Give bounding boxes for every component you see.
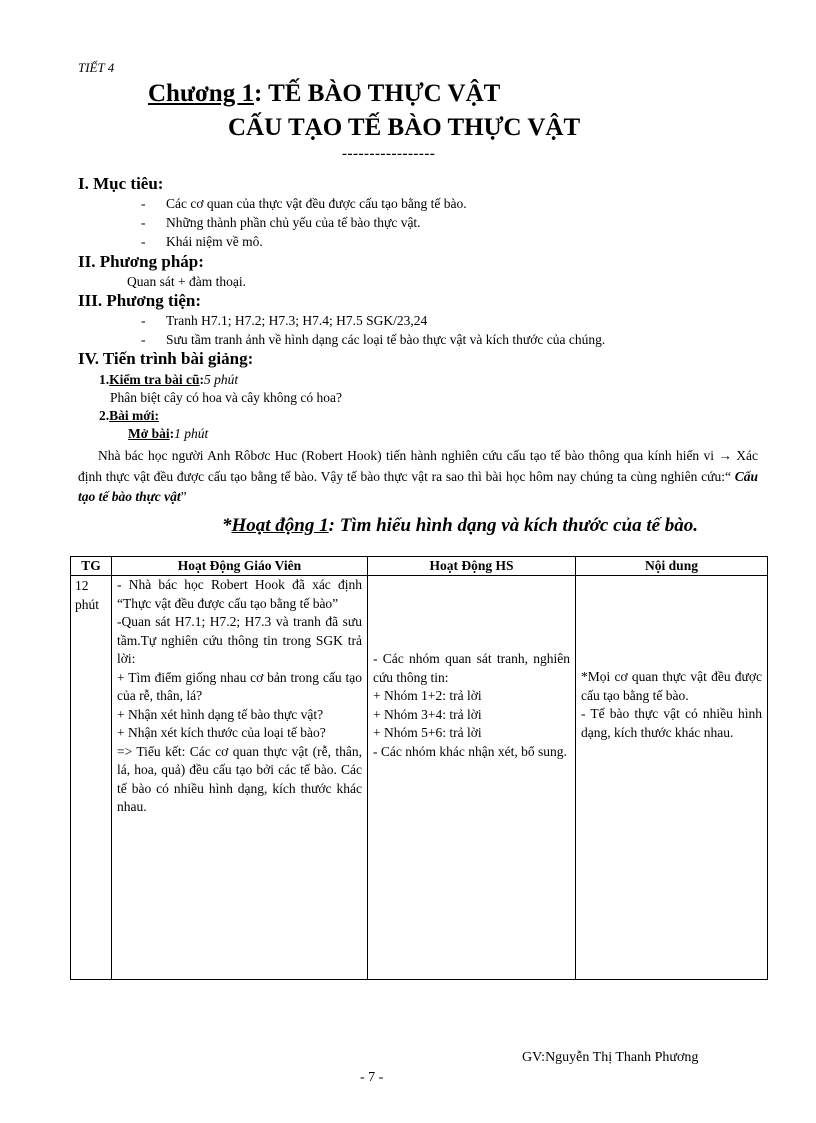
student-step: - Các nhóm quan sát tranh, nghiên cứu thông tin: (373, 651, 570, 685)
bullet-dash: - (141, 332, 146, 347)
activity-topic: : Tìm hiểu hình dạng và kích thước của tế bào. (328, 515, 699, 536)
heading-method: II. Phương pháp: (78, 252, 204, 271)
objective-item: Các cơ quan của thực vật đều được cấu tạo bằng tế bào. (166, 196, 467, 211)
activity-title (222, 515, 698, 537)
time-unit: phút (75, 596, 100, 612)
chapter-title (148, 80, 500, 108)
teacher-signature: GV:Nguyễn Thị Thanh Phương (522, 1050, 699, 1065)
heading-materials: III. Phương tiện: (78, 291, 202, 310)
cell-content (576, 576, 768, 980)
header-content: Nội dung (576, 557, 768, 576)
teacher-step: + Tìm điểm giống nhau cơ bản trong cấu tạo của rễ, thân, lá? (117, 669, 362, 703)
bullet-dash: - (141, 313, 146, 328)
student-step: + Nhóm 1+2: trả lời (373, 688, 482, 703)
header-teacher: Hoạt Động Giáo Viên (112, 557, 368, 576)
objective-item: Những thành phần chủ yếu của tế bào thực vật. (166, 215, 421, 230)
intro-text: Nhà bác học người Anh Rôbơc Huc (Robert Hook) tiến hành nghiên cứu cấu tạo tế bào thông qua kính hiển vi → Xác định thực vật đều được cấu tạo bằng tế bào. Vậy tế bào thực vật ra sao thì bài học hôm nay chúng ta cùng nghiên cứu:“ (78, 448, 758, 484)
bullet-dash: - (141, 196, 146, 211)
heading-procedure: IV. Tiến trình bài giảng: (78, 349, 254, 368)
opening-line: Mở bài:1 phút (128, 426, 209, 441)
new-lesson-line: 2.Bài mới: (99, 408, 159, 423)
student-step: + Nhóm 5+6: trả lời (373, 725, 482, 740)
chapter-label: Chương 1 (148, 80, 254, 107)
teacher-summary: => Tiểu kết: Các cơ quan thực vật (rễ, thân, lá, hoa, quả) đều cấu tạo bởi các tế bào. Các tế bào có nhiều hình dạng, kích thước khác nhau. (117, 743, 362, 814)
page-number: - 7 - (360, 1070, 384, 1085)
student-step: - Các nhóm khác nhận xét, bổ sung. (373, 743, 567, 759)
lesson-number: TIẾT 4 (78, 60, 115, 75)
content-point: *Mọi cơ quan thực vật đều được cấu tạo bằng tế bào. (581, 669, 762, 703)
teacher-step: + Nhận xét hình dạng tế bào thực vật? (117, 706, 324, 722)
review-question: Phân biệt cây có hoa và cây không có hoa? (110, 390, 343, 405)
title-separator: ----------------- (342, 146, 436, 162)
review-line: 1.Kiểm tra bài cũ:5 phút (99, 372, 239, 387)
review-time: 5 phút (204, 372, 239, 387)
header-time: TG (71, 557, 112, 576)
cell-teacher (112, 576, 368, 980)
opening-time: 1 phút (174, 426, 209, 441)
cell-student (368, 576, 576, 980)
intro-lesson-name: Cấu tạo tế bào thực vật (78, 468, 758, 504)
method-text: Quan sát + đàm thoại. (127, 274, 246, 289)
lesson-title: CẤU TẠO TẾ BÀO THỰC VẬT (228, 114, 581, 141)
review-label: Kiểm tra bài cũ (109, 372, 200, 387)
activity-prefix: * (222, 515, 232, 536)
time-value: 12 (75, 578, 89, 593)
header-student: Hoạt Động HS (368, 557, 576, 576)
objective-item: Khái niệm về mô. (166, 234, 263, 249)
teacher-step: + Nhận xét kích thước của loại tế bào? (117, 725, 326, 740)
new-lesson-label: Bài mới: (109, 408, 159, 423)
chapter-name: : TẾ BÀO THỰC VẬT (253, 80, 501, 107)
intro-quote-end: ” (180, 489, 187, 504)
cell-time (71, 576, 112, 980)
table-header-row (71, 557, 768, 576)
bullet-dash: - (141, 234, 146, 249)
heading-objectives: I. Mục tiêu: (78, 174, 164, 193)
student-step: + Nhóm 3+4: trả lời (373, 706, 482, 722)
intro-paragraph (78, 446, 758, 508)
materials-item: Tranh H7.1; H7.2; H7.3; H7.4; H7.5 SGK/23,24 (166, 313, 428, 328)
bullet-dash: - (141, 215, 146, 230)
table-row (71, 576, 768, 980)
opening-label: Mở bài (128, 426, 170, 441)
teacher-step: - Nhà bác học Robert Hook đã xác định “Thực vật đều được cấu tạo bằng tế bào” (117, 577, 362, 611)
activity-label: Hoạt động 1 (231, 515, 329, 536)
content-point: - Tế bào thực vật có nhiều hình dạng, kích thước khác nhau. (581, 706, 762, 740)
materials-item: Sưu tầm tranh ảnh về hình dạng các loại tế bào thực vật và kích thước của chúng. (166, 332, 606, 347)
activity-table (70, 556, 768, 980)
teacher-step: -Quan sát H7.1; H7.2; H7.3 và tranh đã sưu tầm.Tự nghiên cứu thông tin trong SGK trả lời: (117, 614, 362, 666)
